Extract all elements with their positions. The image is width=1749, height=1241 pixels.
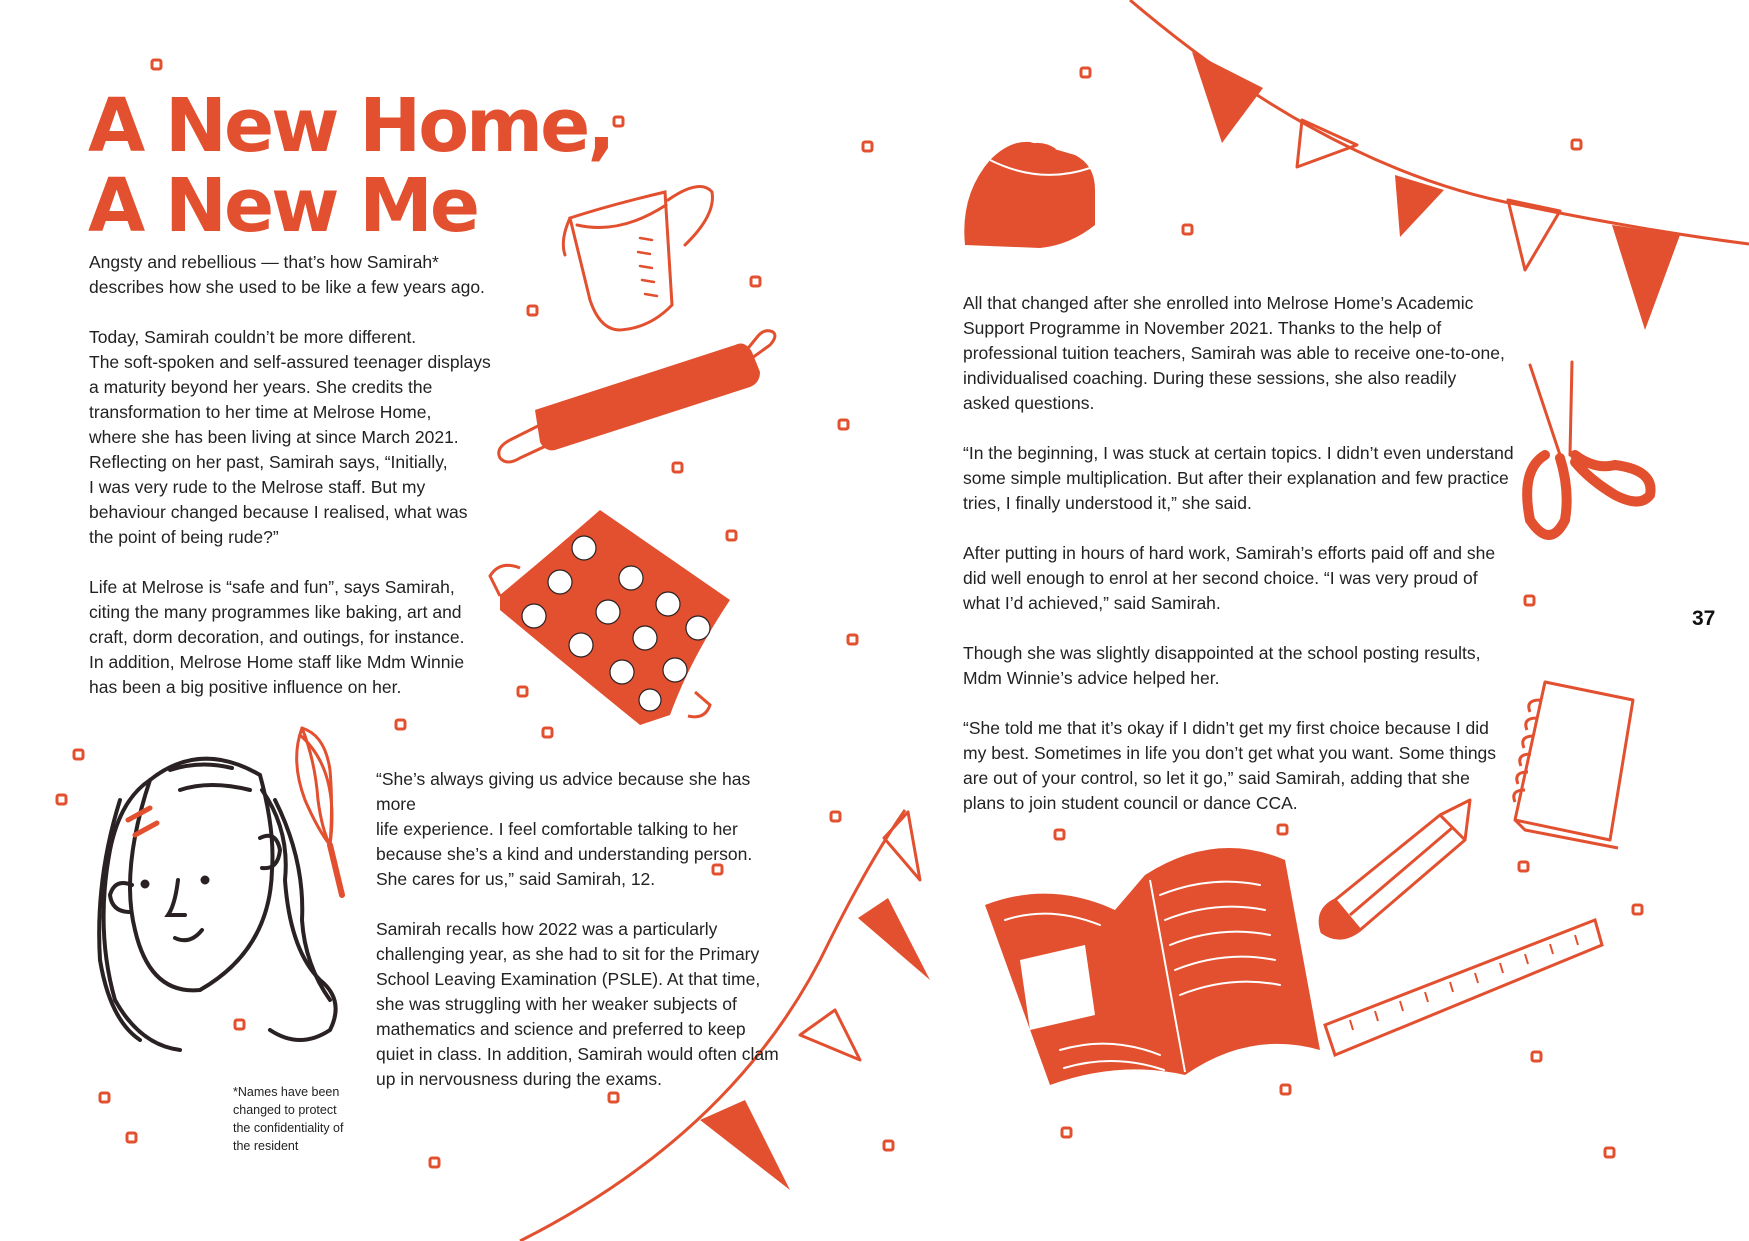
bunting-icon [1130,0,1749,330]
left-column [89,250,509,725]
whisk-icon [297,728,342,895]
notepad-icon [1514,682,1633,848]
paragraph: Life at Melrose is “safe and fun”, says Samirah, citing the many programmes like baking, art and craft, dorm decoration, and outings, for instance. In addition, Melrose Home staff like Mdm Winnie has been a big positive influence on her. [89,577,465,697]
article-title [88,83,613,249]
paragraph: Today, Samirah couldn’t be more different. The soft-spoken and self-assured teenager displays a maturity beyond her years. She credits the transformation to her time at Melrose Home, where she has been living at since March 2021. Reflecting on her past, Samirah says, “Initially, I was very rude to the Melrose staff. But my behaviour changed because I realised, what was the point of being rude?” [89,327,491,547]
middle-column [376,767,786,1117]
page-number: 37 [1692,607,1716,630]
open-book-icon [985,848,1320,1085]
paragraph: All that changed after she enrolled into Melrose Home’s Academic Support Programme in November 2021. Thanks to the help of professional tuition teachers, Samirah was able to receive one-to-one, individualised coaching. During these sessions, she also readily asked questions. [963,293,1505,413]
paragraph: Angsty and rebellious — that’s how Samirah* describes how she used to be like a few years ago. [89,252,485,297]
paragraph: “In the beginning, I was stuck at certain topics. I didn’t even understand some simple multiplication. But after their explanation and few practice tries, I finally understood it,” she said. [963,443,1514,513]
ruler-icon [1325,920,1602,1055]
right-column [963,291,1523,841]
paragraph: “She told me that it’s okay if I didn’t get my first choice because I did my best. Sometimes in life you don’t get what you want. Some things are out of your control, so let it go,” said Samirah, adding that she plans to join student council or dance CCA. [963,718,1497,813]
title-line-1: A New Home, [88,83,613,169]
paragraph: Samirah recalls how 2022 was a particularly challenging year, as she had to sit for the Primary School Leaving Examination (PSLE). At that time, she was struggling with her weaker subjects of mathematics and science and preferred to keep quiet in class. In addition, Samirah would often clam up in nervousness during the exams. [376,919,779,1089]
paragraph: Though she was slightly disappointed at the school posting results, Mdm Winnie’s advice helped her. [963,643,1481,688]
girl-portrait-icon [99,759,335,1050]
paragraph: “She’s always giving us advice because she has more life experience. I feel comfortable talking to her because she’s a kind and understanding person. She cares for us,” said Samirah, 12. [376,769,753,889]
rolling-pin-icon [499,331,775,462]
scissors-icon [1527,362,1650,535]
paragraph: After putting in hours of hard work, Samirah’s efforts paid off and she did well enough to enrol at her second choice. “I was very proud of what I’d achieved,” said Samirah. [963,543,1496,613]
pencil-case-icon [964,142,1095,248]
footnote: *Names have been changed to protect the confidentiality of the resident [233,1085,344,1153]
title-line-2: A New Me [88,163,478,249]
